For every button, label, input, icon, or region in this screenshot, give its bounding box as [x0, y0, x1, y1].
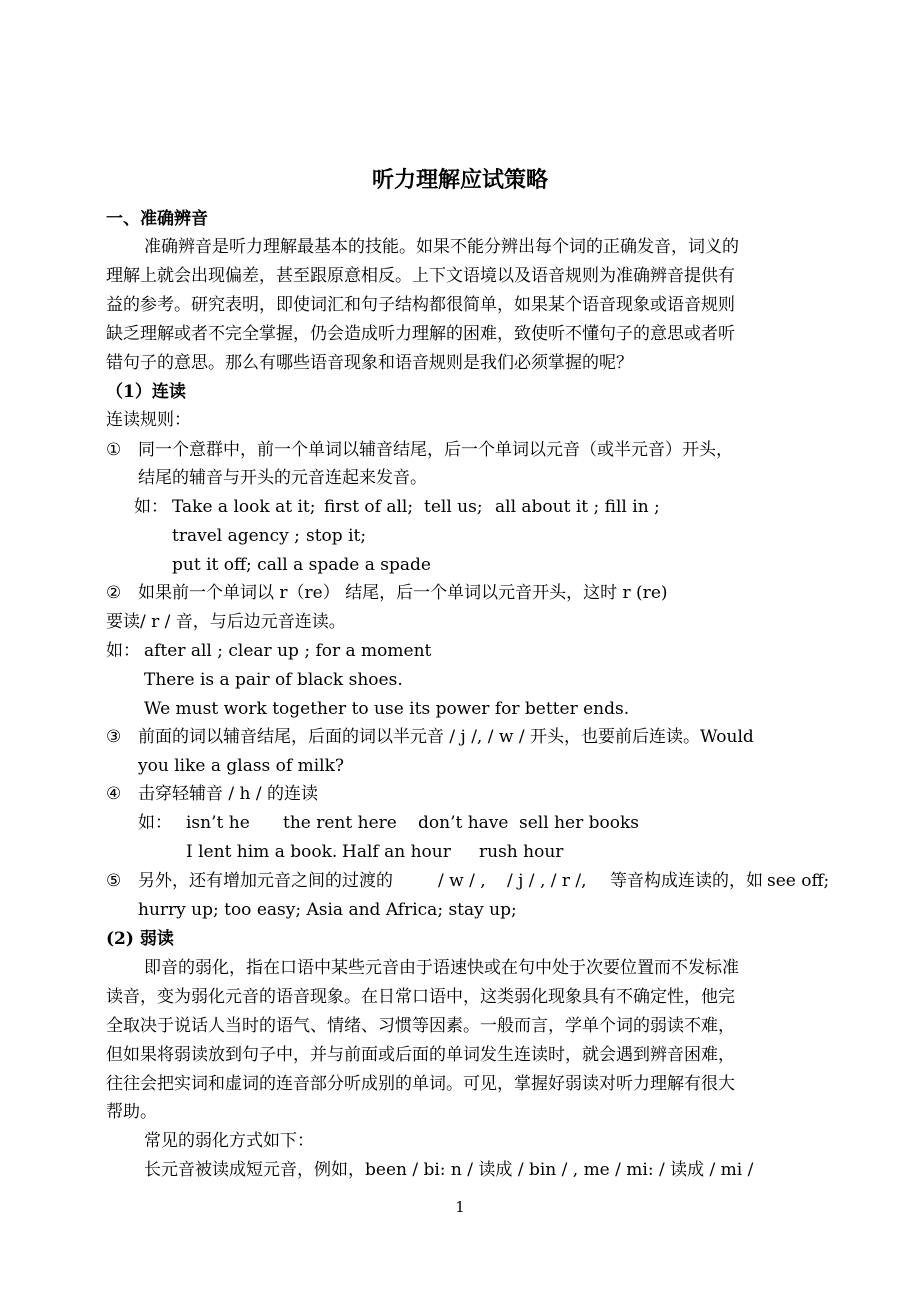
paragraph-line: 帮助。	[106, 1102, 157, 1122]
paragraph-line: 即音的弱化，指在口语中某些元音由于语速快或在句中处于次要位置而不发标准	[144, 958, 739, 978]
rules-label: 连读规则：	[106, 410, 191, 430]
example-phrase: after all ; clear up ; for a moment	[144, 641, 432, 661]
rule-text: / j / , / r /,	[507, 871, 587, 891]
rule-text: hurry up; too easy; Asia and Africa; stay up;	[138, 900, 517, 920]
page-title: 听力理解应试策略	[371, 167, 548, 193]
example-phrase: Half an hour	[342, 842, 451, 862]
rule-number: ④	[106, 784, 122, 804]
page-number: 1	[455, 1198, 465, 1216]
example-phrase: Take a look at it;	[172, 497, 316, 517]
subsection-heading: （1）连读	[106, 382, 186, 402]
rule-text: 前面的词以辅音结尾，后面的词以半元音 / j /, / w / 开头，也要前后连读。Would	[138, 727, 754, 747]
intro-line: 益的参考。研究表明，即使词汇和句子结构都很简单，如果某个语音现象或语音规则	[106, 295, 735, 315]
rule-text: 同一个意群中，前一个单词以辅音结尾，后一个单词以元音（或半元音）开头，	[138, 440, 733, 460]
rule-number: ③	[106, 727, 122, 747]
example-phrase: We must work together to use its power for better ends.	[144, 699, 630, 719]
paragraph-line: 全取决于说话人当时的语气、情绪、习惯等因素。一般而言，学单个词的弱读不难，	[106, 1016, 735, 1036]
rule-text: 结尾的辅音与开头的元音连起来发音。	[138, 468, 427, 488]
rule-text: you like a glass of milk?	[138, 756, 345, 776]
example-phrase: don’t have	[418, 813, 509, 833]
rule-number: ⑤	[106, 871, 122, 891]
example-phrase: stop it;	[306, 526, 367, 546]
example-phrase: travel agency ;	[172, 526, 300, 546]
rule-text: 等音构成连读的，如	[610, 871, 763, 891]
example-phrase: There is a pair of black shoes.	[144, 670, 403, 690]
long-vowel-line: 长元音被读成短元音，例如，been / bi: n / 读成 / bin / , me / mi: / 读成 / mi /	[144, 1160, 754, 1180]
example-phrase: all about it ; fill in ;	[495, 497, 660, 517]
rule-text: see off;	[767, 871, 830, 891]
example-phrase: first of all;	[324, 497, 414, 517]
example-prefix: 如：	[134, 497, 168, 517]
paragraph-line: 往往会把实词和虚词的连音部分听成别的单词。可见，掌握好弱读对听力理解有很大	[106, 1074, 735, 1094]
rule-text: / w / ,	[438, 871, 486, 891]
example-phrase: tell us;	[424, 497, 483, 517]
example-phrase: isn’t he	[186, 813, 250, 833]
rule-text: 另外，还有增加元音之间的过渡的	[138, 871, 393, 891]
intro-line: 错句子的意思。那么有哪些语音现象和语音规则是我们必须掌握的呢？	[106, 353, 633, 373]
example-phrase: the rent here	[283, 813, 397, 833]
intro-line: 缺乏理解或者不完全掌握，仍会造成听力理解的困难，致使听不懂句子的意思或者听	[106, 324, 735, 344]
subsection-heading: (2) 弱读	[106, 929, 174, 949]
section-heading: 一、准确辨音	[106, 209, 208, 229]
example-phrase: I lent him a book.	[186, 842, 338, 862]
example-prefix: 如：	[106, 641, 140, 661]
example-phrase: sell her books	[519, 813, 639, 833]
rule-text: 如果前一个单词以 r（re） 结尾，后一个单词以元音开头，这时 r (re)	[138, 583, 668, 603]
intro-line: 理解上就会出现偏差，甚至跟原意相反。上下文语境以及语音规则为准确辨音提供有	[106, 266, 735, 286]
example-prefix: 如：	[138, 813, 172, 833]
rule-text: 要读/ r / 音，与后边元音连读。	[106, 612, 346, 632]
rule-number: ①	[106, 440, 122, 460]
paragraph-line: 但如果将弱读放到句子中，并与前面或后面的单词发生连读时，就会遇到辨音困难，	[106, 1045, 735, 1065]
example-phrase: rush hour	[479, 842, 564, 862]
rule-text: 击穿轻辅音 / h / 的连读	[138, 784, 319, 804]
paragraph-line: 读音，变为弱化元音的语音现象。在日常口语中，这类弱化现象具有不确定性，他完	[106, 987, 735, 1007]
common-label: 常见的弱化方式如下：	[144, 1131, 314, 1151]
rule-number: ②	[106, 583, 122, 603]
intro-line: 准确辨音是听力理解最基本的技能。如果不能分辨出每个词的正确发音，词义的	[144, 237, 739, 257]
example-phrase: put it off; call a spade a spade	[172, 555, 431, 575]
